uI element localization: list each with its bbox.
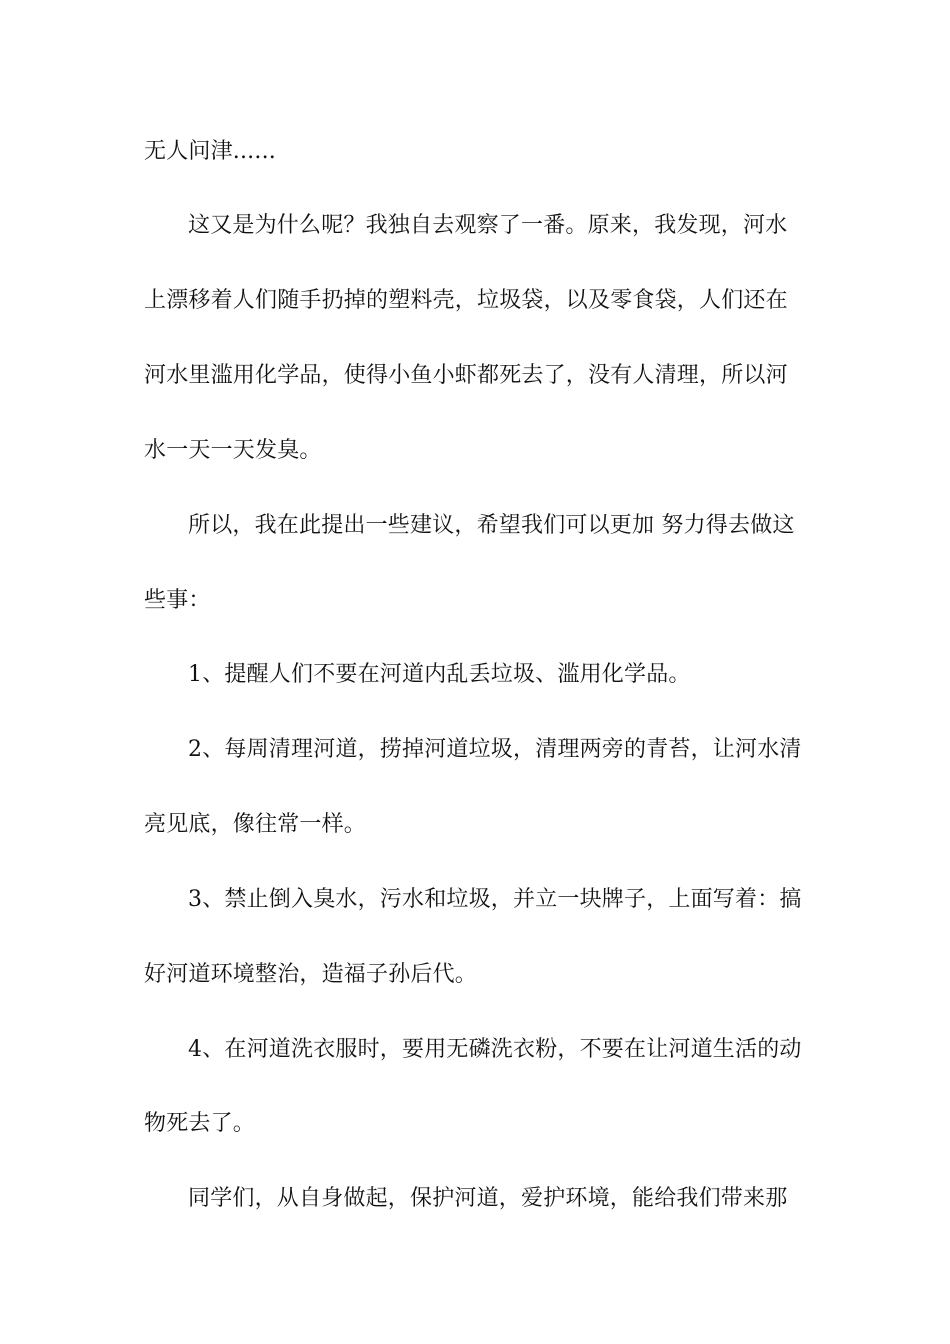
list-item: 1、提醒人们不要在河道内乱丢垃圾、滥用化学品。 xyxy=(188,662,691,687)
text-line: 河水里滥用化学品，使得小鱼小虾都死去了，没有人清理，所以河 xyxy=(144,363,788,388)
text-line: 上漂移着人们随手扔掉的塑料壳，垃圾袋，以及零食袋，人们还在 xyxy=(144,288,788,313)
paragraph-line: 这又是为什么呢？我独自去观察了一番。原来，我发现，河水 xyxy=(188,213,788,238)
list-item: 3、禁止倒入臭水，污水和垃圾，并立一块牌子，上面写着：搞 xyxy=(188,887,802,912)
list-item: 2、每周清理河道，捞掉河道垃圾，清理两旁的青苔，让河水清 xyxy=(188,737,802,762)
paragraph-line: 同学们，从自身做起，保护河道，爱护环境，能给我们带来那 xyxy=(188,1186,788,1211)
text-line: 水一天一天发臭。 xyxy=(144,438,322,463)
text-line: 无人问津...... xyxy=(144,139,276,164)
text-line: 亮见底，像往常一样。 xyxy=(144,812,367,837)
paragraph-line: 所以，我在此提出一些建议，希望我们可以更加 努力得去做这 xyxy=(188,513,795,538)
text-line: 好河道环境整治，造福子孙后代。 xyxy=(144,962,478,987)
text-line: 些事： xyxy=(144,588,211,613)
text-line: 物死去了。 xyxy=(144,1111,256,1136)
list-item: 4、在河道洗衣服时，要用无磷洗衣粉，不要在让河道生活的动 xyxy=(188,1037,802,1062)
